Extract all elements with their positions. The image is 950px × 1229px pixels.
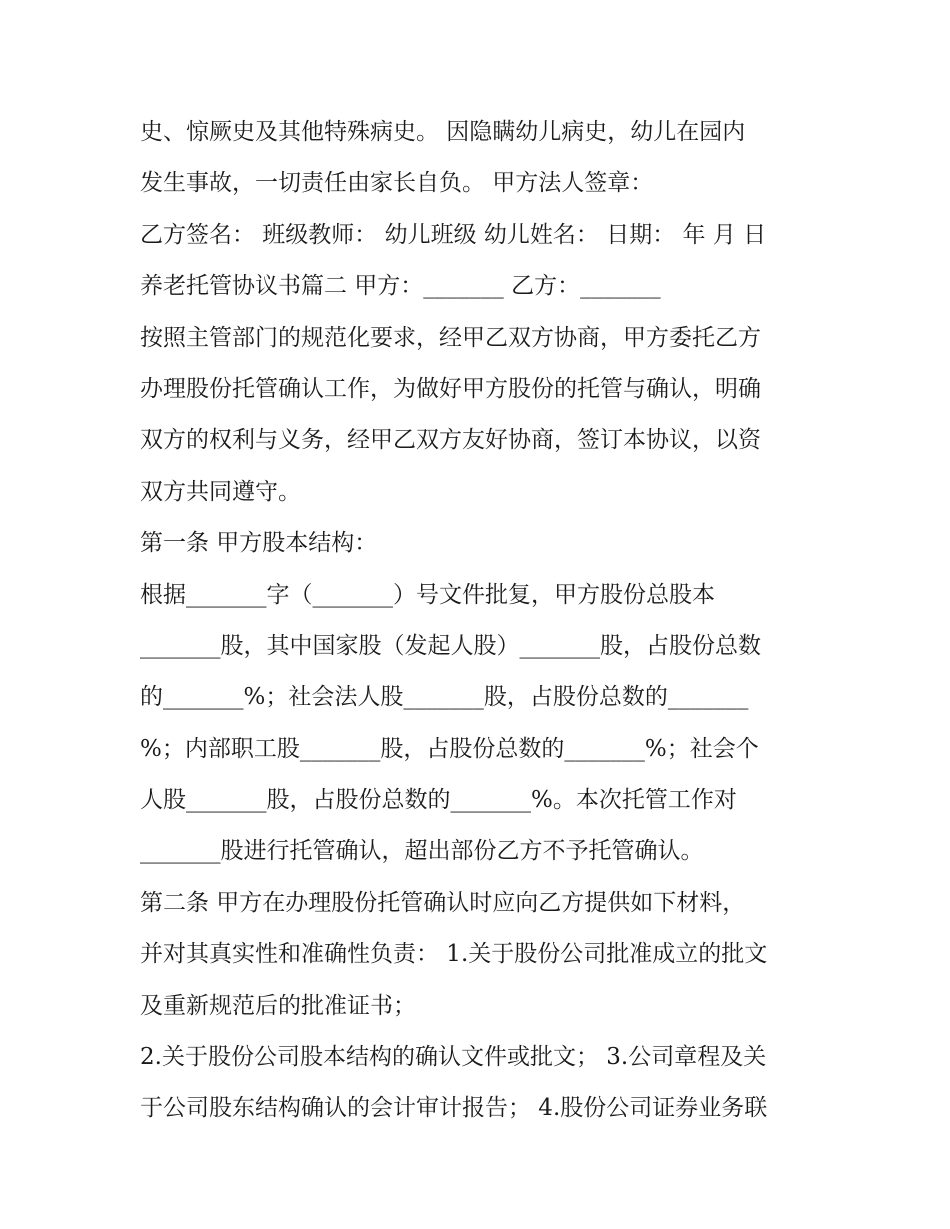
text-line: 人股_______股，占股份总数的_______%。本次托管工作对 [140, 787, 737, 814]
text-line: 并对其真实性和准确性负责： 1.关于股份公司批准成立的批文 [140, 941, 768, 968]
text-line: 及重新规范后的批准证书； [140, 992, 416, 1019]
text-line: 按照主管部门的规范化要求，经甲乙双方协商，甲方委托乙方 [140, 324, 761, 351]
text-line: 2.关于股份公司股本结构的确认文件或批文； 3.公司章程及关 [140, 1044, 767, 1071]
text-line: 于公司股东结构确认的会计审计报告； 4.股份公司证券业务联 [140, 1095, 768, 1122]
document-body [140, 107, 820, 1135]
text-line: 根据_______字（_______）号文件批复，甲方股份总股本 [140, 581, 715, 608]
text-line: 的_______%；社会法人股_______股，占股份总数的_______ [140, 684, 749, 711]
article-heading: 第二条 甲方在办理股份托管确认时应向乙方提供如下材料， [140, 889, 746, 916]
text-line: _______股进行托管确认，超出部份乙方不予托管确认。 [140, 838, 704, 865]
text-line: %；内部职工股_______股，占股份总数的_______%；社会个 [140, 735, 759, 762]
article-heading: 第一条 甲方股本结构： [140, 530, 378, 557]
text-line: 双方的权利与义务，经甲乙双方友好协商，签订本协议，以资 [140, 427, 761, 454]
text-line: 养老托管协议书篇二 甲方：_______ 乙方：_______ [140, 273, 661, 300]
text-line: 发生事故，一切责任由家长自负。 甲方法人签章： [140, 170, 654, 197]
text-line: 双方共同遵守。 [140, 478, 301, 505]
text-line: 办理股份托管确认工作，为做好甲方股份的托管与确认，明确 [140, 375, 761, 402]
text-line: 史、惊厥史及其他特殊病史。 因隐瞒幼儿病史，幼儿在园内 [140, 119, 746, 145]
text-line: 乙方签名： 班级教师： 幼儿班级 幼儿姓名： 日期： 年 月 日 [140, 221, 767, 248]
text-line: _______股，其中国家股（发起人股）_______股，占股份总数 [140, 632, 761, 659]
